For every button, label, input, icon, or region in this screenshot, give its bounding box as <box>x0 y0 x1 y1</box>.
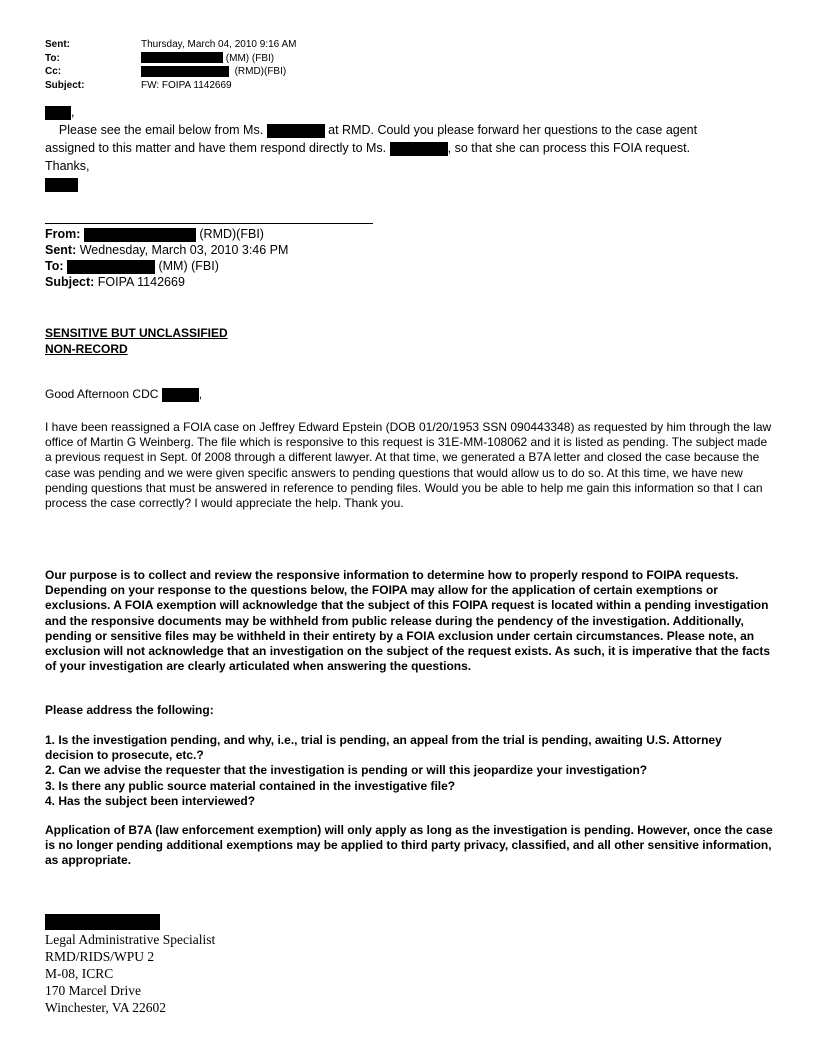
subject-label: Subject: <box>45 79 85 91</box>
signature-name <box>45 914 215 931</box>
body-paragraph: I have been reassigned a FOIA case on Jeffrey Edward Epstein (DOB 01/20/1953 SSN 090443348) as requested by him through the law office of Martin G Weinberg. The file which is responsive to this request is 31E-MM-108062 and it is listed as pending. The subject made a previous request in Sept. 0f 2008 through a different lawyer. At that time, we generated a B7A letter and closed the case because the case was pending and we were given specific answers to pending questions that would allow us to do so. At this time, we have new pending questions that must be answered in reference to pending files. Would you be able to help me gain this information so that I can process the case correctly? I would appreciate the help. Thank you. <box>45 420 772 511</box>
signature-city: Winchester, VA 22602 <box>45 1000 167 1015</box>
sent-row <box>45 38 296 52</box>
question-item: 4. Has the subject been interviewed? <box>45 793 256 808</box>
question-item: 2. Can we advise the requester that the investigation is pending or will this jeopardize your investigation? <box>45 763 648 778</box>
orig-from-label: From: <box>45 227 81 241</box>
note-greeting: , <box>45 103 785 121</box>
orig-from-suffix: (RMD)(FBI) <box>199 227 264 241</box>
classification-marking <box>45 326 228 357</box>
to-suffix: (MM) (FBI) <box>225 52 275 64</box>
sent-value: Thursday, March 04, 2010 9:16 AM <box>141 39 297 50</box>
question-item: 1. Is the investigation pending, and why, i.e., trial is pending, an appeal from the trial is pending, awaiting U.S. Attorney decision to prosecute, etc.? <box>45 733 722 763</box>
signature-block <box>45 914 215 1016</box>
to-label: To: <box>45 52 60 64</box>
b7a-paragraph: Application of B7A (law enforcement exemption) will only apply as long as the investigation is pending. However, once the case is no longer pending additional exemptions may be applied to third party privacy, classified, and all other sensitive information, as appropriate. <box>45 823 773 868</box>
note-line-2: assigned to this matter and have them respond directly to Ms. , so that she can process this FOIA request. <box>45 141 691 155</box>
redaction-box <box>45 178 78 192</box>
signature-unit: RMD/RIDS/WPU 2 <box>45 949 155 964</box>
email-header <box>45 38 296 92</box>
orig-from-row <box>45 226 288 242</box>
original-message-header <box>45 226 288 290</box>
redaction-box <box>390 142 448 156</box>
orig-sent-row <box>45 242 288 258</box>
forward-note <box>45 103 785 193</box>
question-item: 3. Is there any public source material contained in the investigative file? <box>45 778 456 793</box>
redaction-box <box>45 914 160 930</box>
note-line-1: Please see the email below from Ms. at RMD. Could you please forward her questions to the case agent <box>58 123 698 137</box>
subject-value: FW: FOIPA 1142669 <box>141 79 232 91</box>
purpose-paragraph: Our purpose is to collect and review the responsive information to determine how to properly respond to FOIPA requests. Depending on your response to the questions below, the FOIPA may allow for the application of certain exemptions or exclusions. A FOIA exemption will acknowledge that the subject of this FOIPA request is located within a pending investigation and the responsive documents may be withheld from public release during the pendency of the investigation. Additionally, pending or sensitive files may be withheld in their entirety by a FOIA exclusion under certain circumstances. Please note, an exclusion will not acknowledge that an investigation on the subject of the request exists. As such, it is imperative that the facts of your investigation are clearly articulated when answering the questions. <box>45 568 771 674</box>
signature-street: 170 Marcel Drive <box>45 983 141 998</box>
redaction-box <box>141 52 223 63</box>
message-divider <box>45 223 373 224</box>
note-thanks: Thanks, <box>45 159 90 173</box>
body-greeting: Good Afternoon CDC , <box>45 387 203 401</box>
redaction-box <box>45 106 71 120</box>
address-heading: Please address the following: <box>45 703 214 717</box>
orig-to-row <box>45 258 288 274</box>
redaction-box <box>162 388 199 402</box>
cc-label: Cc: <box>45 66 62 77</box>
cc-row <box>45 65 296 79</box>
to-row <box>45 52 296 66</box>
subject-row <box>45 79 296 93</box>
orig-subject-label: Subject: <box>45 275 95 289</box>
orig-to-label: To: <box>45 259 64 273</box>
cc-suffix: (RMD)(FBI) <box>234 66 287 77</box>
orig-subject-value: FOIPA 1142669 <box>97 275 185 289</box>
redaction-box <box>141 66 229 77</box>
note-signoff <box>45 175 785 193</box>
question-list <box>45 733 773 809</box>
orig-subject-row <box>45 274 288 290</box>
signature-room: M-08, ICRC <box>45 966 114 981</box>
redaction-box <box>67 260 155 274</box>
orig-to-suffix: (MM) (FBI) <box>158 259 219 273</box>
redaction-box <box>267 124 325 138</box>
classification-line-1: SENSITIVE BUT UNCLASSIFIED <box>45 326 228 340</box>
orig-sent-value: Wednesday, March 03, 2010 3:46 PM <box>79 243 289 257</box>
orig-sent-label: Sent: <box>45 243 77 257</box>
signature-title: Legal Administrative Specialist <box>45 932 216 947</box>
redaction-box <box>84 228 196 242</box>
sent-label: Sent: <box>45 39 70 50</box>
classification-line-2: NON-RECORD <box>45 341 128 356</box>
